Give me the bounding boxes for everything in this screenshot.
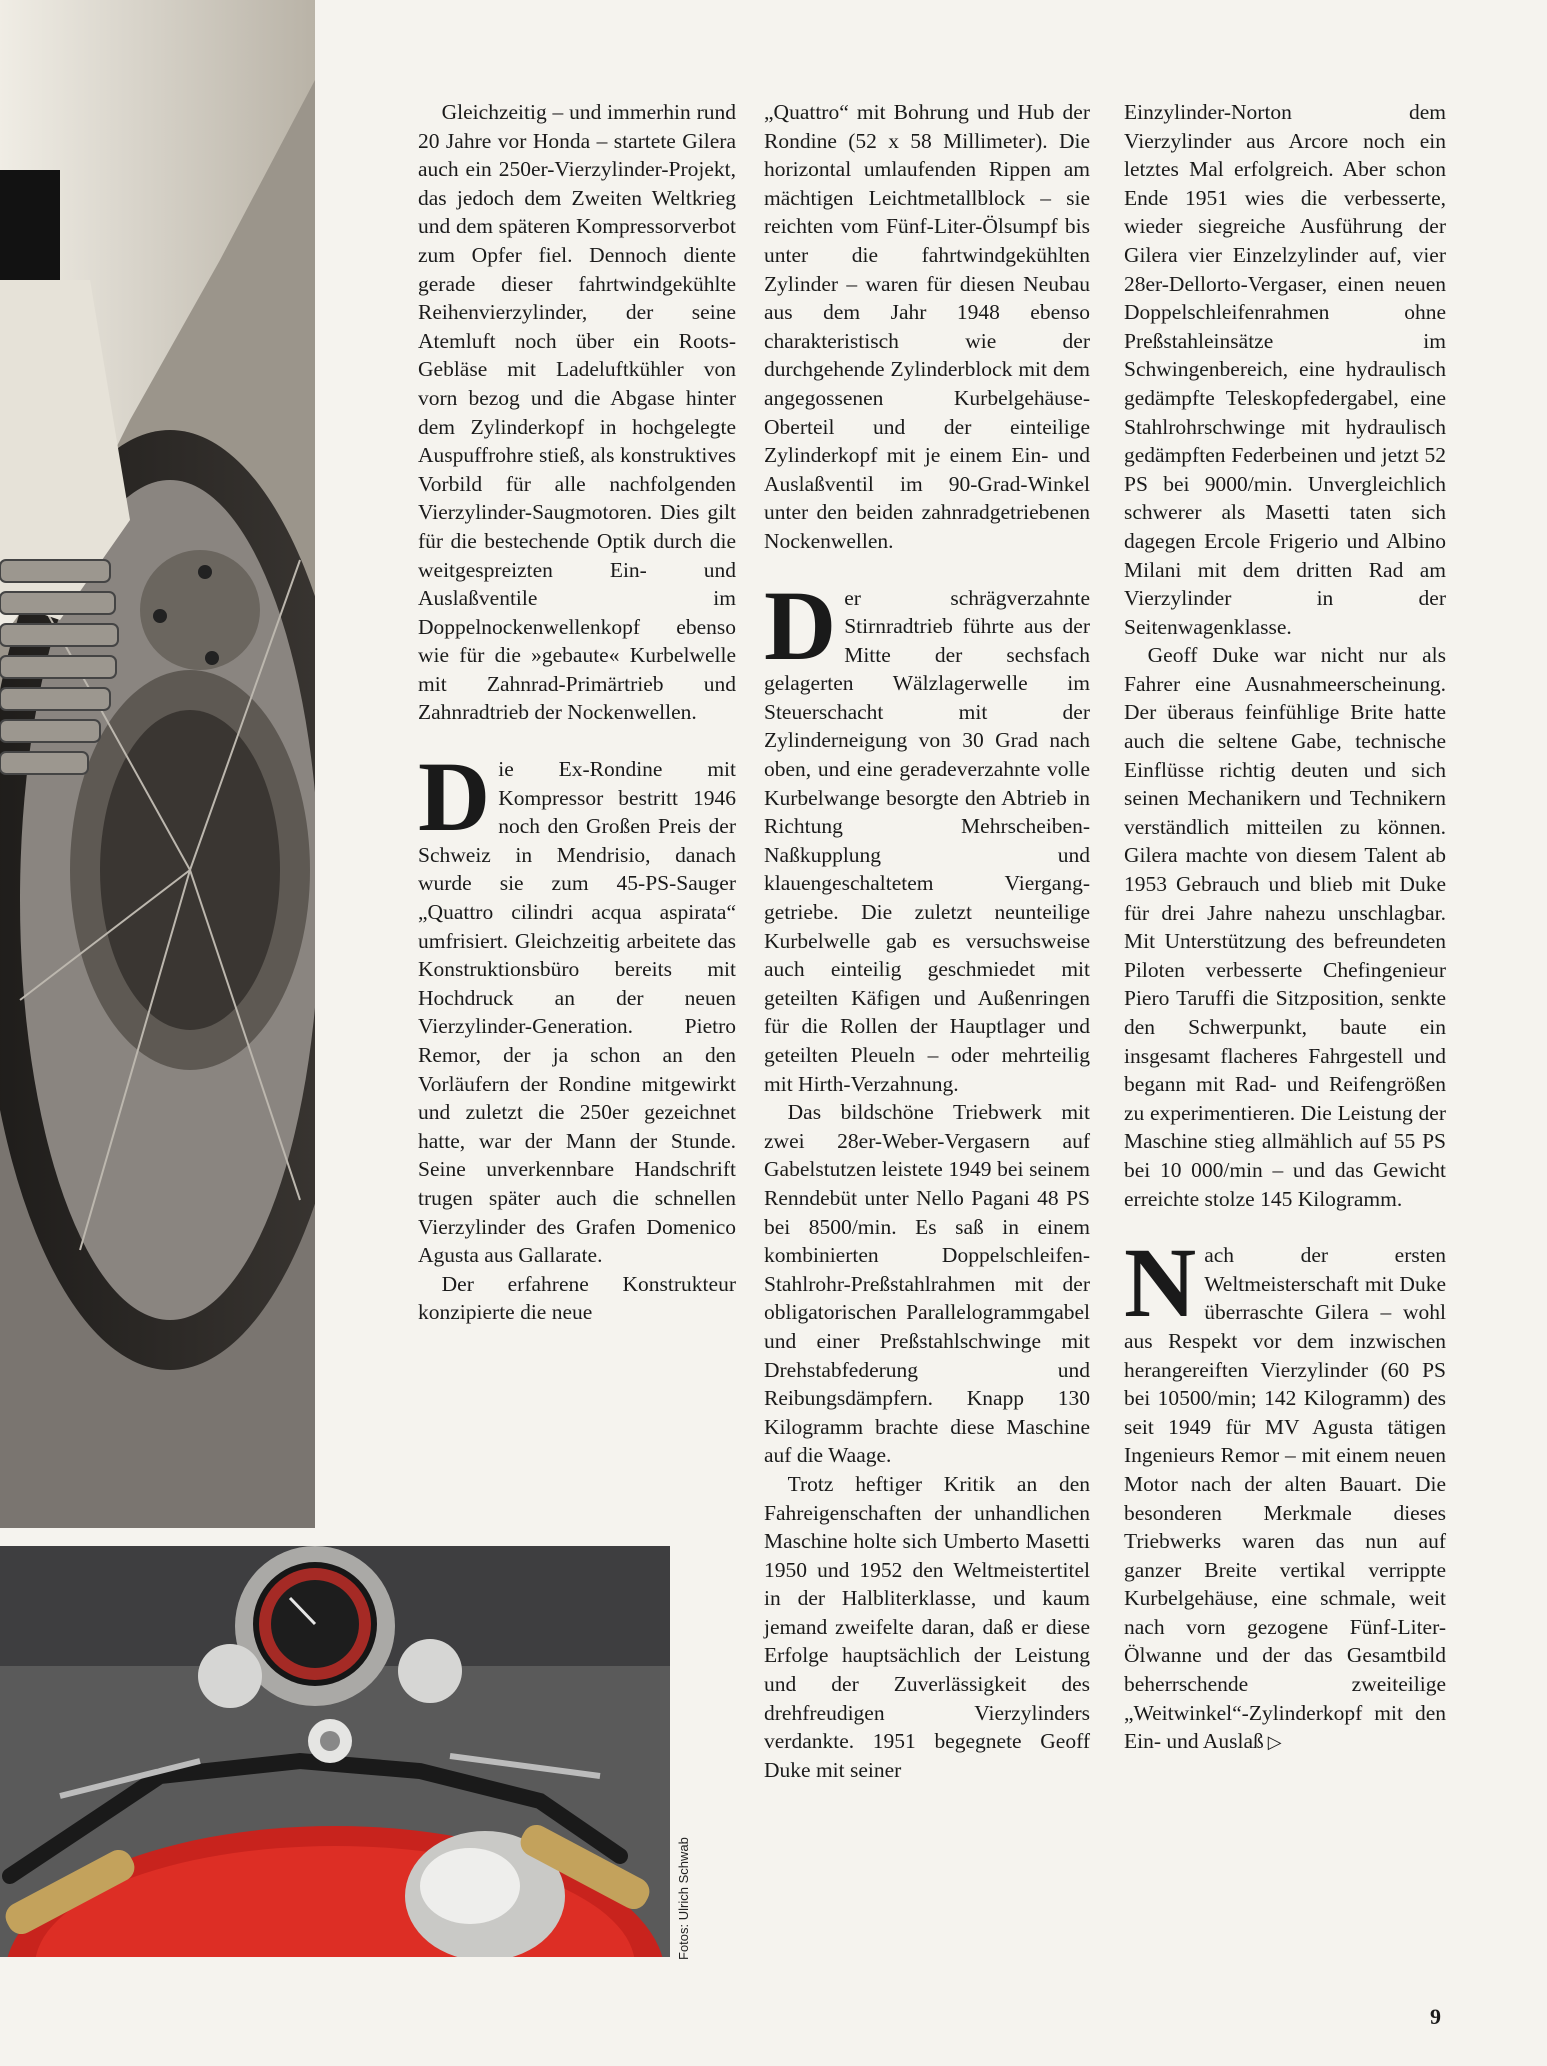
text-column-2: [764, 98, 1090, 1784]
photo-credit: Fotos: Ulrich Schwab: [676, 1837, 691, 1960]
text-column-1: [418, 98, 736, 1327]
paragraph: Das bildschöne Triebwerk mit zwei 28er-Weber-Vergasern auf Gabelstutzen leistete 1949 bei seinem Renndebüt unter Nello Pagani 48 PS bei 8500/min. Es saß in einem kombinierten Doppelschleifen-Stahlrohr-Preßstahlrahmen mit der obligatorischen Parallelogrammgabel und einer Preßstahlschwinge mit Drehstabfederung und Reibungsdämpfern. Knapp 130 Kilogramm brachte diese Maschine auf die Waage.: [764, 1100, 1090, 1468]
page-number: 9: [1430, 2004, 1441, 2029]
engine-wheel-illustration: [0, 0, 315, 1528]
drop-cap: N: [1124, 1227, 1197, 1339]
section-paragraph: [764, 569, 1090, 1099]
drop-cap: D: [418, 741, 491, 853]
section-paragraph: [1124, 1227, 1446, 1757]
text-column-3: [1124, 98, 1446, 1757]
paragraph: Trotz heftiger Kritik an den Fahreigenschaften der unhandlichen Maschine holte sich Umberto Masetti 1950 und 1952 den Weltmeistertitel in der Halbliterklasse, und kaum jemand zweifelte daran, daß er diese Erfolge hauptsächlich der Leistung und der Zuverlässigkeit des drehfreudigen Vierzylinders verdankte. 1951 begegnete Geoff Duke mit seiner: [764, 1471, 1090, 1782]
paragraph: „Quattro“ mit Bohrung und Hub der Rondine (52 x 58 Millimeter). Die horizontal umlaufenden Rippen am mächtigen Leichtmetallblock – sie reichten vom Fünf-Liter-Ölsumpf bis unter die fahrtwindgekühlten Zylinder – waren für diesen Neubau aus dem Jahr 1948 ebenso charakteristisch wie der durchgehende Zylinderblock mit dem angegossenen Kurbelgehäuse-Oberteil und der einteilige Zylinderkopf mit je einem Ein- und Auslaßventil im 90-Grad-Winkel unter den beiden zahnradgetriebenen Nockenwellen.: [764, 100, 1090, 553]
paragraph: Der erfahrene Konstrukteur konzipierte die neue: [418, 1271, 736, 1325]
drop-cap: D: [764, 569, 837, 681]
section-paragraph: [418, 741, 736, 1270]
engine-wheel-photo: [0, 0, 315, 1528]
paragraph-text: ach der ersten Weltmeisterschaft mit Duke überraschte Gilera – wohl aus Respekt vor dem inzwischen herangereiften Vierzylinder (60 PS bei 10500/min; 142 Kilogramm) des seit 1949 für MV Agusta tätigen Ingenieurs Remor – mit einem neuen Motor nach der alten Bauart. Die besonderen Merkmale dieses Triebwerks waren das nun auf ganzer Breite vertikal verrippte Kurbelgehäuse, eine schmale, weit nach vorn gezogene Fünf-Liter-Ölwanne und der das Gesamtbild beherrschende zweiteilige „Weitwinkel“-Zylinderkopf mit den Ein- und Auslaß: [1124, 1243, 1446, 1754]
paragraph-text: ie Ex-Rondine mit Kompressor bestritt 1946 noch den Großen Preis der Schweiz in Mendrisio, danach wurde sie zum 45-PS-Sauger „Quattro cilindri acqua aspirata“ umfrisiert. Gleichzeitig arbeitete das Konstruktionsbüro bereits mit Hochdruck an der neuen Vierzylinder-Generation. Pietro Remor, der ja schon an den Vorläufern der Rondine mitgewirkt und zuletzt die 250er gezeichnet hatte, war der Mann der Stunde. Seine unverkennbare Handschrift trugen später auch die schnellen Vierzylinder des Grafen Domenico Agusta aus Gallarate.: [418, 757, 736, 1268]
paragraph-text: er schrägverzahnte Stirnradtrieb führte aus der Mitte der sechsfach gelagerten Wälzlagerwelle im Steuerschacht mit der Zylinderneigung von 30 Grad nach oben, und eine geradeverzahnte volle Kurbelwange besorgte den Abtrieb in Richtung Mehrscheiben-Naßkupplung und klauengeschaltetem Viergang-getriebe. Die zuletzt neunteilige Kurbelwelle gab es versuchsweise auch einteilig geschmiedet mit geteilten Käfigen und Außenringen für die Rollen der Hauptlager und geteilten Pleueln – oder mehrteilig mit Hirth-Verzahnung.: [764, 585, 1090, 1096]
handlebar-tank-illustration: [0, 1546, 670, 1957]
paragraph: Gleichzeitig – und immerhin rund 20 Jahre vor Honda – startete Gilera auch ein 250er-Vierzylinder-Projekt, das jedoch dem Zweiten Weltkrieg und dem späteren Kompressorverbot zum Opfer fiel. Dennoch diente gerade dieser fahrtwindgekühlte Reihenvierzylinder, der seine Atemluft noch über ein Roots-Gebläse mit Ladeluftkühler von vorn bezog und die Abgase hinter dem Zylinderkopf in hochgelegte Auspuffrohre stieß, als konstruktives Vorbild für alle nachfolgenden Vierzylinder-Saugmotoren. Dies gilt für die bestechende Optik durch die weitgespreizten Ein- und Auslaßventile im Doppelnockenwellenkopf ebenso wie für die »gebaute« Kurbelwelle mit Zahnrad-Primärtrieb und Zahnradtrieb der Nockenwellen.: [418, 100, 736, 725]
continuation-arrow-icon: ▷: [1267, 1732, 1282, 1753]
paragraph: Einzylinder-Norton dem Vierzylinder aus Arcore noch ein letztes Mal erfolgreich. Aber schon Ende 1951 wies die verbesserte, wieder siegreiche Ausführung der Gilera vier Einzelzylinder auf, vier 28er-Dellorto-Vergaser, einen neuen Doppelschleifenrahmen ohne Preßstahleinsätze im Schwingenbereich, eine hydraulisch gedämpfte Teleskopfedergabel, eine Stahlrohrschwinge mit hydraulisch gedämpften Federbeinen und jetzt 52 PS bei 9000/min. Unvergleichlich schwerer als Masetti taten sich dagegen Ercole Frigerio und Albino Milani mit dem dritten Rad am Vierzylinder in der Seitenwagenklasse.: [1124, 100, 1446, 639]
paragraph: Geoff Duke war nicht nur als Fahrer eine Ausnahmeerscheinung. Der überaus feinfühlige Brite hatte auch die seltene Gabe, technische Einflüsse richtig deuten und sich seinen Mechanikern und Technikern verständlich mitteilen zu können. Gilera machte von diesem Talent ab 1953 Gebrauch und blieb mit Duke für drei Jahre nahezu unschlagbar. Mit Unterstützung des befreundeten Piloten verbesserte Chefingenieur Piero Taruffi die Sitzposition, senkte den Schwerpunkt, baute ein insgesamt flacheres Fahrgestell und begann mit Rad- und Reifengrößen zu experimentieren. Die Leistung der Maschine stieg allmählich auf 55 PS bei 10 000/min – und das Gewicht erreichte stolze 145 Kilogramm.: [1124, 643, 1446, 1211]
handlebar-tank-photo: [0, 1546, 670, 1957]
